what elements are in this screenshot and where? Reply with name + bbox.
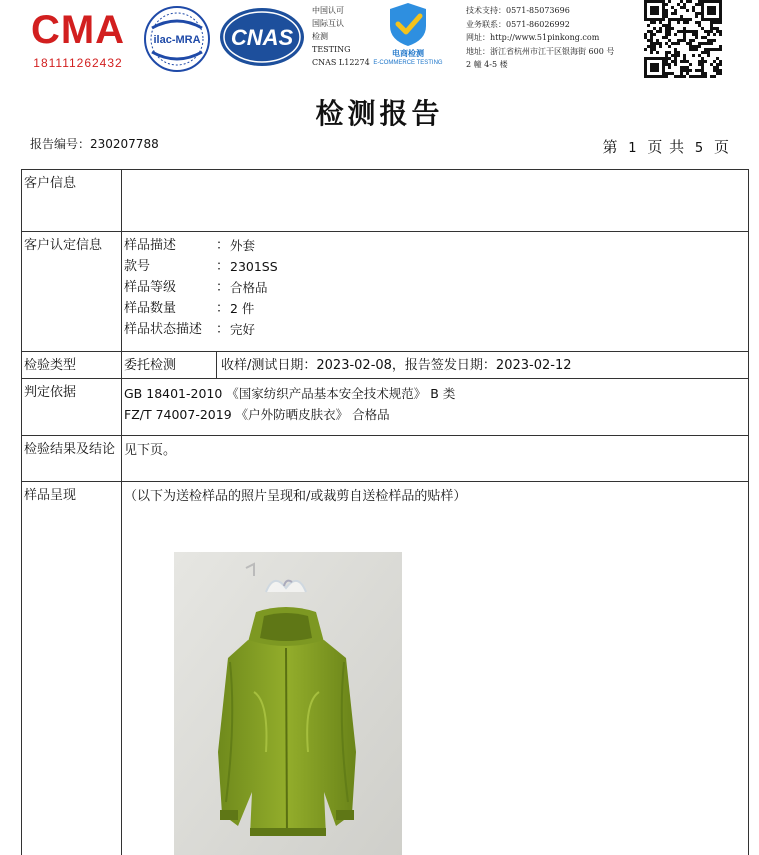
kv-key: 样品数量 — [124, 301, 177, 316]
customer-confirmed-list — [122, 232, 748, 344]
contact-line: 2 幢 4-5 楼 — [466, 60, 508, 69]
qr-code-icon[interactable] — [643, 0, 723, 78]
cnas-note-line: 国际互认 — [312, 19, 344, 28]
row-customer-confirmed — [22, 232, 749, 352]
ecommerce-logo-subtitle: E-COMMERCE TESTING — [373, 60, 443, 66]
page-title: 检测报告 — [315, 97, 444, 130]
ecommerce-logo-label: 电商检测 — [392, 49, 424, 58]
report-table — [21, 169, 749, 855]
label-sample: 样品呈现 — [22, 482, 122, 855]
basis-list — [122, 379, 748, 429]
page-indicator — [603, 136, 730, 157]
row-customer-info — [22, 170, 749, 232]
kv-value: 2301SS — [230, 259, 278, 274]
cnas-note-line: TESTING — [312, 45, 351, 54]
shield-check-icon — [368, 0, 448, 48]
kv-value: 2 件 — [230, 301, 255, 316]
kv-colon: ： — [216, 259, 230, 274]
cma-logo — [24, 8, 132, 70]
contact-line: 业务联系：0571-86026992 — [466, 19, 570, 29]
row-test-type — [22, 352, 749, 379]
cnas-accreditation-note — [312, 4, 370, 69]
kv-colon: ： — [216, 280, 230, 295]
kv-row — [124, 256, 746, 277]
cnas-note-line: 中国认可 — [312, 6, 344, 15]
kv-key: 样品状态描述 — [124, 322, 203, 337]
kv-value: 外套 — [230, 238, 256, 253]
ilac-mra-logo — [142, 4, 212, 74]
value-customer-info — [122, 170, 748, 178]
label-result: 检验结果及结论 — [22, 436, 122, 481]
label-customer-info: 客户信息 — [22, 170, 122, 231]
kv-colon: ： — [216, 322, 230, 337]
label-basis: 判定依据 — [22, 379, 122, 435]
kv-value: 合格品 — [230, 280, 268, 295]
cnas-note-line: CNAS L12274 — [312, 58, 370, 67]
basis-line: FZ/T 74007-2019 《户外防晒皮肤衣》 合格品 — [124, 407, 390, 422]
cnas-logo — [218, 6, 306, 68]
current-page: 1 — [628, 141, 637, 156]
value-test-type: 委托检测 — [122, 352, 217, 378]
ecommerce-testing-logo — [368, 0, 448, 72]
cma-number: 181111262432 — [33, 56, 123, 70]
value-result: 见下页。 — [124, 443, 177, 458]
kv-row — [124, 298, 746, 319]
kv-value: 完好 — [230, 322, 256, 337]
page-suffix: 页 — [713, 138, 729, 156]
kv-key: 样品描述 — [124, 238, 177, 253]
kv-row — [124, 235, 746, 256]
contact-line[interactable]: 网址：http://www.51pinkong.com — [466, 33, 600, 42]
row-sample — [22, 482, 749, 855]
jacket-image — [174, 552, 402, 855]
basis-line: GB 18401-2010 《国家纺织产品基本安全技术规范》 B 类 — [124, 386, 456, 401]
kv-key: 样品等级 — [124, 280, 177, 295]
kv-colon: ： — [216, 238, 230, 253]
report-header — [0, 0, 759, 82]
kv-row — [124, 319, 746, 340]
report-number: 报告编号：230207788 — [30, 137, 159, 151]
contact-line: 地址：浙江省杭州市江干区银海街 600 号 — [466, 46, 615, 56]
cma-logo-text: CMA — [30, 8, 126, 52]
row-result — [22, 436, 749, 482]
value-sample-note: （以下为送检样品的照片呈现和/或裁剪自送检样品的贴样） — [124, 489, 467, 504]
label-customer-confirmed: 客户认定信息 — [22, 232, 122, 351]
value-test-dates: 收样/测试日期：2023-02-08，报告签发日期：2023-02-12 — [221, 358, 572, 373]
row-basis — [22, 379, 749, 436]
contact-info — [466, 4, 614, 72]
cnas-logo-text: CNAS — [230, 25, 294, 50]
page-prefix: 第 — [602, 138, 618, 156]
total-pages: 5 — [694, 141, 704, 156]
page-middle: 页 共 — [647, 138, 685, 156]
cnas-note-line: 检测 — [312, 32, 328, 41]
kv-row — [124, 277, 746, 298]
label-test-type: 检验类型 — [22, 352, 122, 378]
kv-key: 款号 — [124, 259, 151, 274]
kv-colon: ： — [216, 301, 230, 316]
sample-photo — [174, 552, 402, 855]
ilac-logo-text: ilac-MRA — [153, 34, 201, 46]
contact-line: 技术支持：0571-85073696 — [466, 6, 570, 15]
